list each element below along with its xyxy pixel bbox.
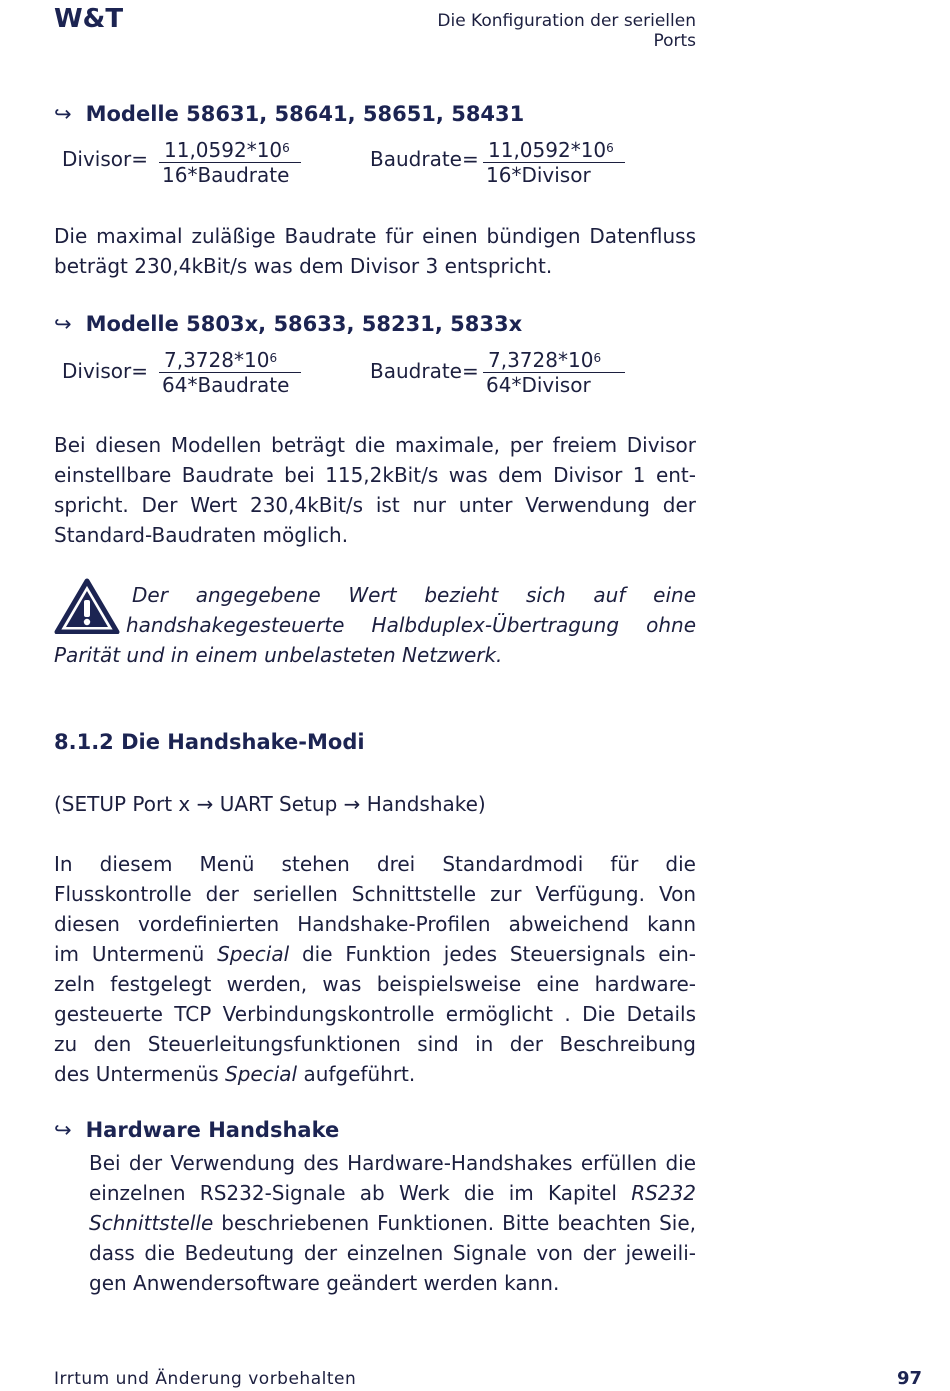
text-run: die Funktion jedes Steuersignals ein- bbox=[301, 942, 697, 966]
text-line: Bei diesen Modellen beträgt die maximale, per freiem Divisor bbox=[54, 433, 696, 457]
exponent: 6 bbox=[593, 351, 602, 365]
note-line: handshakegesteuerte Halbduplex-Übertragung ohne bbox=[126, 613, 696, 637]
text-line: Flusskontrolle der seriellen Schnittstelle zur Verfügung. Von bbox=[54, 882, 696, 906]
hardware-handshake-paragraph bbox=[89, 1148, 696, 1298]
note-line: Der angegebene Wert bezieht sich auf eine bbox=[132, 583, 696, 607]
text-line: In diesem Menü stehen drei Standardmodi für die bbox=[54, 852, 696, 876]
text-line: gen Anwendersoftware geändert werden kann. bbox=[89, 1271, 560, 1295]
warning-note bbox=[54, 580, 696, 670]
baudrate-fraction bbox=[483, 138, 625, 187]
divisor-fraction bbox=[159, 348, 301, 397]
text-run: beschriebenen Funktionen. Bitte beachten Sie, bbox=[221, 1211, 697, 1235]
note-line: Parität und in einem unbelasteten Netzwerk. bbox=[54, 643, 503, 667]
fraction-denominator: 16*Baudrate bbox=[162, 163, 290, 187]
divisor-fraction bbox=[159, 138, 301, 187]
divisor-label: Divisor= bbox=[62, 359, 148, 383]
baudrate-fraction bbox=[483, 348, 625, 397]
text-run: aufgeführt. bbox=[303, 1062, 416, 1086]
fraction-denominator: 64*Divisor bbox=[486, 373, 591, 397]
exponent: 6 bbox=[269, 351, 278, 365]
fraction-numerator: 7,3728*10 bbox=[488, 348, 594, 372]
fraction-numerator: 11,0592*10 bbox=[164, 138, 283, 162]
fraction-denominator: 64*Baudrate bbox=[162, 373, 290, 397]
text-line: zeln festgelegt werden, was beispielsweise eine hardware- bbox=[54, 972, 696, 996]
emphasis: Special bbox=[217, 942, 290, 966]
text-line: Bei der Verwendung des Hardware-Handshakes erfüllen die bbox=[89, 1151, 696, 1175]
text-line: spricht. Der Wert 230,4kBit/s ist nur unter Verwendung der bbox=[54, 493, 696, 517]
fraction-numerator: 11,0592*10 bbox=[488, 138, 607, 162]
section-heading: 8.1.2 Die Handshake-Modi bbox=[54, 730, 365, 754]
exponent: 6 bbox=[606, 141, 614, 155]
footer-text: Irrtum und Änderung vorbehalten bbox=[54, 1369, 357, 1389]
hardware-handshake-title: Hardware Handshake bbox=[85, 1118, 340, 1142]
running-title: Die Konfiguration der seriellen Ports bbox=[437, 11, 696, 51]
text-line: einstellbare Baudrate bei 115,2kBit/s was dem Divisor 1 ent- bbox=[54, 463, 696, 487]
menu-path-text: (SETUP Port x → UART Setup → Handshake) bbox=[54, 792, 486, 816]
text-line bbox=[54, 939, 696, 969]
menu-path bbox=[54, 789, 696, 819]
models-b-heading bbox=[54, 312, 522, 336]
page-number: 97 bbox=[896, 1368, 922, 1389]
baudrate-label: Baudrate= bbox=[370, 147, 479, 171]
arrow-icon: ↪ bbox=[54, 102, 72, 126]
divisor-label: Divisor= bbox=[62, 147, 148, 171]
emphasis: Special bbox=[225, 1062, 298, 1086]
fraction-numerator: 7,3728*10 bbox=[164, 348, 270, 372]
models-a-paragraph bbox=[54, 221, 696, 281]
text-line: diesen vordefinierten Handshake-Profilen abweichend kann bbox=[54, 912, 696, 936]
text-line bbox=[54, 1059, 696, 1089]
text-run: einzelnen RS232-Signale ab Werk die im Kapitel bbox=[89, 1181, 617, 1205]
hardware-handshake-heading bbox=[54, 1118, 339, 1142]
models-b-title: Modelle 5803x, 58633, 58231, 5833x bbox=[85, 312, 523, 336]
text-line: Standard-Baudraten möglich. bbox=[54, 523, 349, 547]
models-a-heading bbox=[54, 102, 524, 126]
brand-logo: W&T bbox=[54, 4, 124, 34]
text-line: gesteuerte TCP Verbindungskontrolle ermöglicht . Die Details bbox=[54, 1002, 696, 1026]
fraction-denominator: 16*Divisor bbox=[486, 163, 591, 187]
text-line bbox=[89, 1208, 696, 1238]
text-run: im Untermenü bbox=[54, 942, 205, 966]
text-run: des Untermenüs bbox=[54, 1062, 219, 1086]
handshake-paragraph bbox=[54, 849, 696, 1089]
text-line: beträgt 230,4kBit/s was dem Divisor 3 entspricht. bbox=[54, 254, 553, 278]
models-b-paragraph bbox=[54, 430, 696, 550]
text-line: dass die Bedeutung der einzelnen Signale von der jeweili- bbox=[89, 1241, 696, 1265]
text-line: Die maximal zuläßige Baudrate für einen bündigen Datenfluss bbox=[54, 224, 696, 248]
emphasis: Schnittstelle bbox=[89, 1211, 214, 1235]
models-a-title: Modelle 58631, 58641, 58651, 58431 bbox=[85, 102, 525, 126]
text-line: zu den Steuerleitungsfunktionen sind in der Beschreibung bbox=[54, 1032, 696, 1056]
arrow-icon: ↪ bbox=[54, 1118, 72, 1142]
baudrate-label: Baudrate= bbox=[370, 359, 479, 383]
emphasis: RS232 bbox=[631, 1181, 697, 1205]
exponent: 6 bbox=[282, 141, 290, 155]
text-line bbox=[89, 1178, 696, 1208]
arrow-icon: ↪ bbox=[54, 312, 72, 336]
